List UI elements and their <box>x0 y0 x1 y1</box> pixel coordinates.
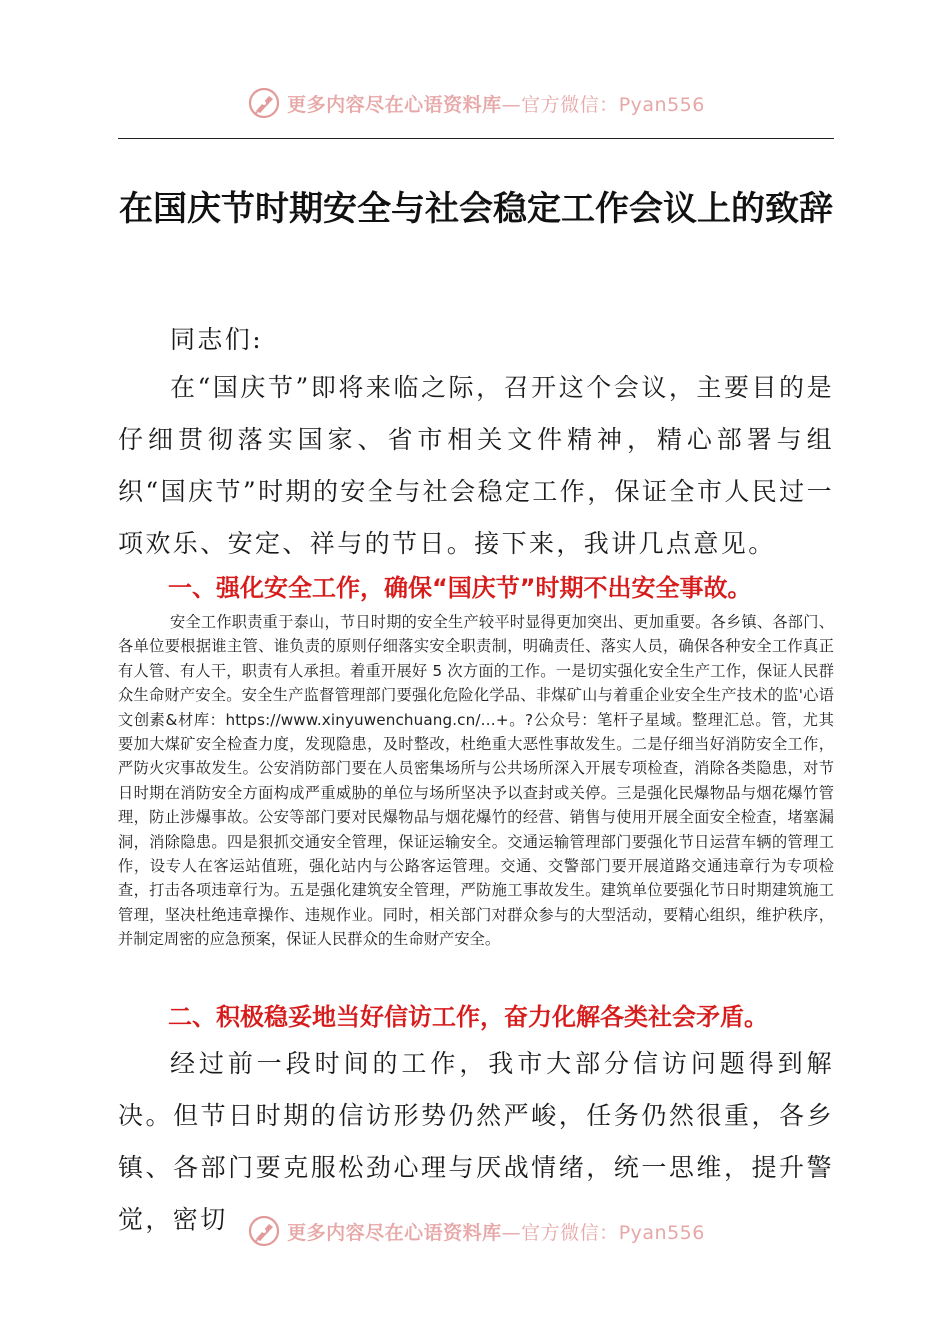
document-title: 在国庆节时期安全与社会稳定工作会议上的致辞 <box>119 189 833 229</box>
header-watermark <box>118 82 834 124</box>
intro-paragraph: 在“国庆节”即将来临之际，召开这个会议，主要目的是仔细贯彻落实国家、省市相关文件精神，精心部署与组织“国庆节”时期的安全与社会稳定工作，保证全市人民过一项欢乐、安定、祥与的节日。接下来，我讲几点意见。 <box>118 373 834 558</box>
section-2-body: 经过前一段时间的工作，我市大部分信访问题得到解决。但节日时期的信访形势仍然严峻，任务仍然很重，各乡镇、各部门要克服松劲心理与厌战情绪，统一思维，提升警觉，密切 <box>118 1049 834 1234</box>
section-2-heading: 二、积极稳妥地当好信访工作，奋力化解各类社会矛盾。 <box>168 1003 768 1031</box>
greeting: 同志们: <box>170 325 264 354</box>
pen-logo-icon <box>247 86 281 120</box>
section-1-heading: 一、强化安全工作，确保“国庆节”时期不出安全事故。 <box>168 574 752 602</box>
watermark-text: 更多内容尽在心语资料库—官方微信：Pyan556 <box>287 93 705 116</box>
header-rule <box>118 138 834 139</box>
watermark-text: 更多内容尽在心语资料库—官方微信：Pyan556 <box>287 1221 705 1244</box>
footer-watermark <box>118 1210 834 1252</box>
section-1-body: 安全工作职责重于泰山，节日时期的安全生产较平时显得更加突出、更加重要。各乡镇、各部门、各单位要根据谁主管、谁负责的原则仔细落实安全职责制，明确责任、落实人员，确保各种安全工作真正有人管、有人干，职责有人承担。着重开展好 5 次方面的工作。一是切实强化安全生产工作，保证人民群众生命财产安全。安全生产监督管理部门要强化危险化学品、非煤矿山与着重企业安全生产技术的监'心语文创素&材库：https://www.xinyuwenchuang.cn/…+。?公众号：笔杆子星域。整理汇总。管，尤其要加大煤矿安全检查力度，发现隐患，及时整改，杜绝重大恶性事故发生。二是仔细当好消防安全工作，严防火灾事故发生。公安消防部门要在人员密集场所与公共场所深入开展专项检查，消除各类隐患，对节日时期在消防安全方面构成严重威胁的单位与场所坚决予以查封或关停。三是强化民爆物品与烟花爆竹管理，防止涉爆事故。公安等部门要对民爆物品与烟花爆竹的经营、销售与使用开展全面安全检查，堵塞漏洞，消除隐患。四是狠抓交通安全管理，保证运输安全。交通运输管理部门要强化节日运营车辆的管理工作，设专人在客运站值班，强化站内与公路客运管理。交通、交警部门要开展道路交通违章行为专项检查，打击各项违章行为。五是强化建筑安全管理，严防施工事故发生。建筑单位要强化节日时期建筑施工管理，坚决杜绝违章操作、违规作业。同时，相关部门对群众参与的大型活动，要精心组织，维护秩序，并制定周密的应急预案，保证人民群众的生命财产安全。 <box>118 613 834 949</box>
pen-logo-icon <box>247 1214 281 1248</box>
